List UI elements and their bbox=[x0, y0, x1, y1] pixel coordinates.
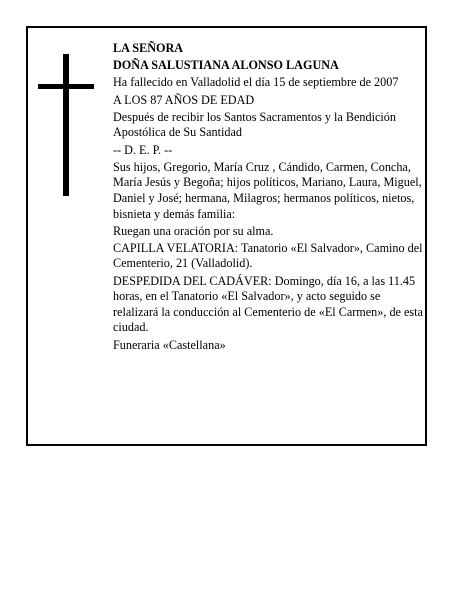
dep-line: -- D. E. P. -- bbox=[113, 142, 173, 157]
sacraments-statement: Después de recibir los Santos Sacramentos y la Bendición Apostólica de Su Santidad bbox=[113, 109, 396, 140]
cross-icon-bar bbox=[38, 84, 94, 89]
death-statement: Ha fallecido en Valladolid el día 15 de septiembre de 2007 bbox=[113, 75, 399, 90]
farewell-info: DESPEDIDA DEL CADÁVER: Domingo, día 16, a las 11.45 horas, en el Tanatorio «El Salvador», y acto seguido se relalizará la conducción al Cementerio de «El Carmen», de esta ciudad. bbox=[113, 273, 423, 335]
wake-chapel-info: CAPILLA VELATORIA: Tanatorio «El Salvador», Camino del Cementerio, 21 (Valladolid). bbox=[113, 240, 423, 271]
cross-icon bbox=[63, 54, 69, 196]
obituary-text bbox=[113, 41, 424, 355]
prayer-request: Ruegan una oración por su alma. bbox=[113, 223, 274, 238]
family-list: Sus hijos, Gregorio, María Cruz , Cándido, Carmen, Concha, María Jesús y Begoña; hijos políticos, Mariano, Laura, Miguel, Daniel y José; hermana, Milagros; hermanos políticos, nietos, bisnieta y demás familia: bbox=[113, 159, 422, 221]
obituary-title-line1: LA SEÑORA bbox=[113, 41, 184, 55]
age-statement: A LOS 87 AÑOS DE EDAD bbox=[113, 92, 255, 107]
deceased-name: DOÑA SALUSTIANA ALONSO LAGUNA bbox=[113, 58, 339, 73]
funeral-home: Funeraria «Castellana» bbox=[113, 337, 226, 352]
